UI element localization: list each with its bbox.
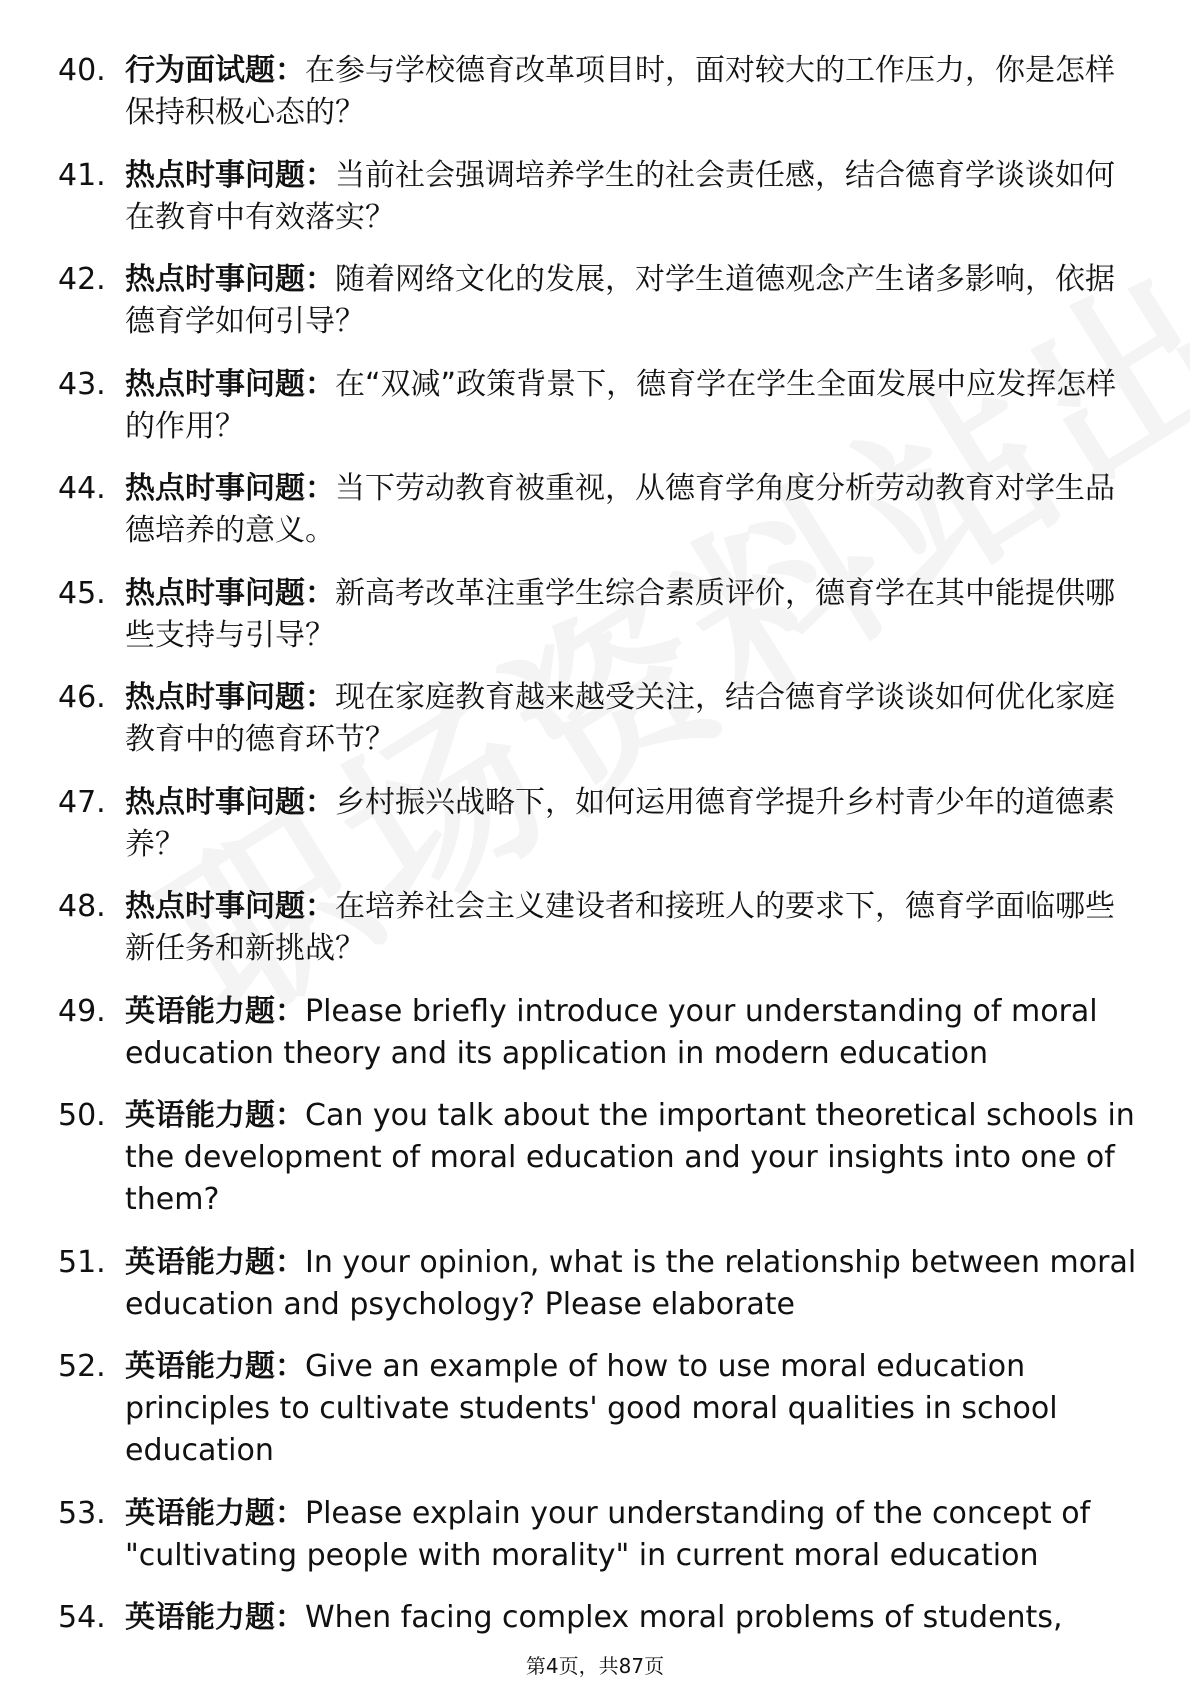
question-number: 49. [58, 993, 106, 1029]
question-text: Give an example of how to use moral education principles to cultivate students' good moral qualities in school education [125, 1349, 1058, 1468]
question-number: 43. [58, 366, 106, 402]
question-body [125, 155, 1138, 239]
question-item [58, 782, 1138, 866]
question-text: 随着网络文化的发展，对学生道德观念产生诸多影响，依据德育学如何引导？ [125, 262, 1115, 339]
question-body [125, 50, 1138, 134]
question-item [58, 1095, 1138, 1221]
question-body [125, 573, 1138, 657]
question-text: When facing complex moral problems of students, [305, 1600, 1063, 1635]
question-category: 英语能力题： [125, 1495, 305, 1531]
question-item [58, 1493, 1138, 1577]
question-body [125, 1095, 1138, 1221]
question-item [58, 468, 1138, 552]
question-number: 50. [58, 1098, 106, 1133]
question-body [125, 1597, 1138, 1639]
question-category: 英语能力题： [125, 1349, 305, 1384]
question-body [125, 468, 1138, 552]
question-category: 热点时事问题： [125, 262, 335, 297]
question-item [58, 991, 1138, 1075]
question-body [125, 1242, 1138, 1326]
question-text: 当下劳动教育被重视，从德育学角度分析劳动教育对学生品德培养的意义。 [125, 471, 1115, 548]
question-text: 当前社会强调培养学生的社会责任感，结合德育学谈谈如何在教育中有效落实？ [125, 157, 1115, 235]
question-item [58, 364, 1138, 448]
page-footer: 第4页，共87页 [525, 1654, 665, 1678]
question-number: 52. [58, 1349, 106, 1384]
question-item [58, 155, 1138, 239]
question-number: 54. [58, 1600, 106, 1635]
question-text: 在参与学校德育改革项目时，面对较大的工作压力，你是怎样保持积极心态的？ [125, 53, 1115, 130]
question-item [58, 573, 1138, 657]
question-text: 在培养社会主义建设者和接班人的要求下，德育学面临哪些新任务和新挑战？ [125, 889, 1115, 966]
question-text: 在“双减”政策背景下，德育学在学生全面发展中应发挥怎样的作用？ [125, 366, 1117, 444]
question-body [125, 991, 1138, 1075]
question-number: 40. [58, 53, 106, 88]
question-list [58, 50, 1138, 1660]
question-item [58, 1597, 1138, 1639]
question-category: 英语能力题： [125, 993, 305, 1029]
question-item [58, 886, 1138, 970]
question-number: 48. [58, 889, 106, 924]
question-body [125, 1346, 1138, 1472]
question-category: 热点时事问题： [125, 575, 335, 611]
question-number: 45. [58, 575, 106, 611]
question-number: 46. [58, 680, 106, 715]
question-category: 热点时事问题： [125, 471, 335, 506]
question-text: 乡村振兴战略下，如何运用德育学提升乡村青少年的道德素养？ [125, 784, 1115, 862]
question-body [125, 782, 1138, 866]
question-category: 英语能力题： [125, 1244, 305, 1280]
question-item [58, 50, 1138, 134]
question-item [58, 1242, 1138, 1326]
question-item [58, 259, 1138, 343]
question-item [58, 1346, 1138, 1472]
question-body [125, 1493, 1138, 1577]
question-number: 53. [58, 1495, 106, 1531]
question-category: 热点时事问题： [125, 889, 335, 924]
question-number: 42. [58, 262, 106, 297]
question-text: In your opinion, what is the relationship between moral education and psychology? Please elaborate [125, 1244, 1137, 1322]
question-category: 热点时事问题： [125, 784, 335, 820]
question-text: 新高考改革注重学生综合素质评价，德育学在其中能提供哪些支持与引导？ [125, 575, 1115, 653]
question-number: 44. [58, 471, 106, 506]
question-category: 热点时事问题： [125, 366, 335, 402]
question-category: 热点时事问题： [125, 680, 335, 715]
question-category: 英语能力题： [125, 1600, 305, 1635]
question-category: 热点时事问题： [125, 157, 335, 193]
question-item [58, 677, 1138, 761]
question-text: 现在家庭教育越来越受关注，结合德育学谈谈如何优化家庭教育中的德育环节？ [125, 680, 1115, 757]
question-category: 英语能力题： [125, 1098, 305, 1133]
question-text: Please explain your understanding of the concept of "cultivating people with morality" in current moral education [125, 1495, 1091, 1573]
question-number: 51. [58, 1244, 106, 1280]
question-text: Please briefly introduce your understanding of moral education theory and its application in modern education [125, 993, 1098, 1071]
question-category: 行为面试题： [125, 53, 305, 88]
question-text: Can you talk about the important theoretical schools in the development of moral education and your insights into one of them? [125, 1098, 1135, 1217]
question-body [125, 364, 1138, 448]
question-body [125, 677, 1138, 761]
question-body [125, 259, 1138, 343]
question-number: 47. [58, 784, 106, 820]
question-body [125, 886, 1138, 970]
question-number: 41. [58, 157, 106, 193]
